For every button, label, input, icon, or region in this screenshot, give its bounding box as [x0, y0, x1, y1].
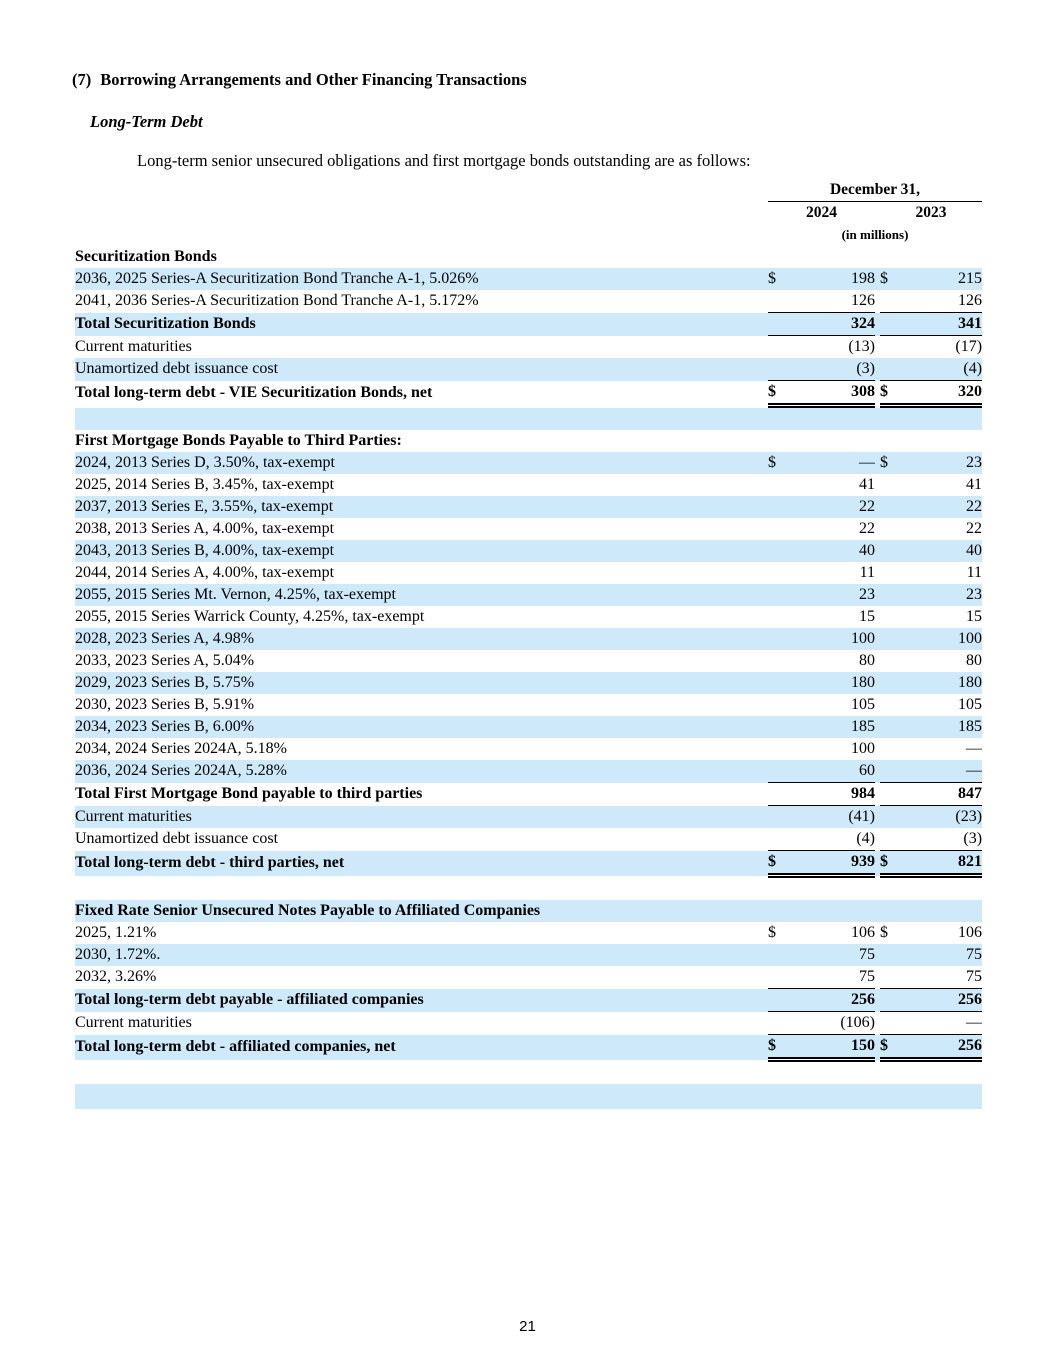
table-row [75, 672, 982, 694]
table-row [75, 783, 982, 806]
dollar-sign-2023 [880, 944, 910, 966]
spacer-row [75, 1084, 982, 1109]
dollar-sign-2023 [880, 474, 910, 496]
value-2024: 41 [859, 476, 875, 493]
value-2024: 22 [859, 520, 875, 537]
dollar-sign-2024 [768, 584, 798, 606]
value-2023: 320 [910, 381, 982, 406]
value-2024: 150 [798, 1035, 875, 1060]
dollar-sign-2023 [880, 1012, 910, 1035]
value-2024: 256 [798, 989, 875, 1012]
dollar-sign-2023 [880, 496, 910, 518]
spacer-cell [75, 876, 982, 901]
value-2024: (106) [798, 1012, 875, 1035]
dollar-sign-2024 [768, 900, 798, 922]
dollar-sign-2024 [768, 966, 798, 989]
column-header-2023: 2023 [915, 204, 947, 221]
dollar-sign-2024 [768, 290, 798, 313]
dollar-sign-2023 [880, 562, 910, 584]
value-2023: (23) [910, 806, 982, 829]
value-2024: (4) [856, 830, 875, 847]
table-row [75, 430, 982, 452]
value-2024: 984 [798, 783, 875, 806]
row-label: 2033, 2023 Series A, 5.04% [75, 652, 255, 669]
row-label: 2055, 2015 Series Warrick County, 4.25%, tax-exempt [75, 608, 425, 625]
dollar-sign-2024: $ [768, 851, 798, 876]
dollar-sign-2024 [768, 650, 798, 672]
dollar-sign-2024 [768, 783, 798, 806]
value-2024: 198 [851, 270, 875, 287]
value-2023: (17) [910, 336, 982, 359]
dollar-sign-2024 [768, 760, 798, 783]
table-row [75, 922, 982, 944]
value-2024: 939 [798, 851, 875, 876]
value-2023: 126 [958, 292, 983, 309]
dollar-sign-2024 [768, 672, 798, 694]
value-2023: 40 [966, 542, 983, 559]
dollar-sign-2023 [880, 716, 910, 738]
spacer-row [75, 406, 982, 431]
dollar-sign-2023 [880, 246, 910, 268]
value-2024: (41) [798, 806, 875, 829]
dollar-sign-2024: $ [768, 454, 776, 471]
intro-paragraph: Long-term senior unsecured obligations and first mortgage bonds outstanding are as follows: [137, 151, 751, 170]
value-2024: 75 [859, 968, 875, 985]
value-2024 [798, 900, 875, 922]
dollar-sign-2024 [768, 716, 798, 738]
dollar-sign-2023: $ [880, 924, 888, 941]
value-2024: 23 [859, 586, 875, 603]
table-row [75, 246, 982, 268]
dollar-sign-2023: $ [880, 381, 910, 406]
table-row [75, 628, 982, 650]
debt-table-body [75, 246, 982, 1109]
row-label: 2034, 2023 Series B, 6.00% [75, 718, 255, 735]
value-2024: — [859, 454, 875, 471]
row-label: 2025, 1.21% [75, 924, 157, 941]
row-label: 2029, 2023 Series B, 5.75% [75, 674, 255, 691]
row-label: Unamortized debt issuance cost [75, 360, 279, 378]
dollar-sign-2023 [880, 900, 910, 922]
value-2023: 215 [958, 270, 983, 287]
dollar-sign-2023: $ [880, 851, 910, 876]
row-label: Total long-term debt - affiliated companies, net [75, 1038, 396, 1055]
value-2023: 256 [910, 989, 982, 1012]
table-row [75, 738, 982, 760]
dollar-sign-2024 [768, 606, 798, 628]
table-row [75, 381, 982, 406]
row-label: 2028, 2023 Series A, 4.98% [75, 630, 255, 647]
value-2023: 185 [958, 718, 983, 735]
spacer-cell [75, 1060, 982, 1085]
table-row [75, 268, 982, 290]
value-2024: 11 [859, 564, 875, 581]
row-label: Total long-term debt payable - affiliated companies [75, 991, 424, 1008]
dollar-sign-2024: $ [768, 924, 776, 941]
value-2023: 11 [966, 564, 983, 581]
row-label: 2030, 2023 Series B, 5.91% [75, 696, 255, 713]
dollar-sign-2024: $ [768, 270, 776, 287]
section-heading [72, 0, 1055, 90]
row-label: Total Securitization Bonds [75, 315, 256, 332]
row-label: 2024, 2013 Series D, 3.50%, tax-exempt [75, 454, 335, 471]
row-label: Total long-term debt - VIE Securitization Bonds, net [75, 384, 433, 401]
dollar-sign-2023 [880, 738, 910, 760]
header-row-date [75, 179, 982, 202]
row-label: 2036, 2025 Series-A Securitization Bond Tranche A-1, 5.026% [75, 270, 479, 287]
table-row [75, 606, 982, 628]
dollar-sign-2024 [768, 1012, 798, 1035]
dollar-sign-2024 [768, 989, 798, 1012]
value-2023: 22 [966, 498, 983, 515]
table-row [75, 1012, 982, 1035]
row-label: 2025, 2014 Series B, 3.45%, tax-exempt [75, 476, 335, 493]
dollar-sign-2024 [768, 430, 798, 452]
dollar-sign-2023 [880, 806, 910, 829]
row-label: Fixed Rate Senior Unsecured Notes Payable to Affiliated Companies [75, 902, 541, 919]
value-2024 [798, 246, 875, 268]
table-row [75, 760, 982, 783]
dollar-sign-2023: $ [880, 454, 888, 471]
dollar-sign-2024 [768, 806, 798, 829]
dollar-sign-2024 [768, 944, 798, 966]
dollar-sign-2024 [768, 246, 798, 268]
row-label: First Mortgage Bonds Payable to Third Parties: [75, 432, 402, 449]
value-2024: 100 [851, 740, 875, 757]
value-2023: — [910, 1012, 982, 1035]
dollar-sign-2023 [880, 989, 910, 1012]
row-label: 2055, 2015 Series Mt. Vernon, 4.25%, tax-exempt [75, 586, 396, 603]
row-label: Current maturities [75, 807, 192, 825]
dollar-sign-2023 [880, 518, 910, 540]
row-label: 2037, 2013 Series E, 3.55%, tax-exempt [75, 498, 334, 515]
value-2023: 847 [910, 783, 982, 806]
row-label: 2044, 2014 Series A, 4.00%, tax-exempt [75, 564, 335, 581]
table-row [75, 806, 982, 829]
table-row [75, 900, 982, 922]
table-row [75, 1035, 982, 1060]
value-2024: 308 [798, 381, 875, 406]
dollar-sign-2024: $ [768, 381, 798, 406]
value-2024: 185 [851, 718, 875, 735]
value-2024: 80 [859, 652, 875, 669]
spacer-row [75, 876, 982, 901]
row-label: 2038, 2013 Series A, 4.00%, tax-exempt [75, 520, 335, 537]
dollar-sign-2023 [880, 358, 910, 381]
row-label: Total long-term debt - third parties, net [75, 854, 345, 871]
dollar-sign-2024 [768, 562, 798, 584]
table-row [75, 496, 982, 518]
units-label: (in millions) [841, 227, 909, 242]
value-2024: 15 [859, 608, 875, 625]
table-row [75, 358, 982, 381]
debt-table-container [75, 179, 1055, 1109]
row-label: 2034, 2024 Series 2024A, 5.18% [75, 740, 287, 757]
row-label: Current maturities [75, 337, 192, 355]
dollar-sign-2023 [880, 628, 910, 650]
value-2024: (3) [856, 360, 875, 377]
spacer-cell [75, 406, 982, 431]
subsection-title: Long-Term Debt [90, 112, 203, 131]
row-label: Unamortized debt issuance cost [75, 830, 279, 848]
dollar-sign-2023: $ [880, 270, 888, 287]
table-row [75, 650, 982, 672]
value-2024: 126 [851, 292, 875, 309]
value-2024 [798, 430, 875, 452]
table-row [75, 562, 982, 584]
header-row-units [75, 224, 982, 246]
value-2023: — [966, 762, 983, 779]
table-row [75, 313, 982, 336]
value-2024: 60 [859, 762, 875, 779]
value-2023: 23 [966, 586, 983, 603]
dollar-sign-2023 [880, 584, 910, 606]
value-2023: 23 [966, 454, 983, 471]
long-term-debt-table [75, 179, 982, 1109]
table-row [75, 694, 982, 716]
page-number: 21 [519, 1318, 536, 1335]
value-2023: 341 [910, 313, 982, 336]
dollar-sign-2023 [880, 290, 910, 313]
dollar-sign-2024 [768, 540, 798, 562]
column-header-date: December 31, [768, 179, 982, 202]
dollar-sign-2024 [768, 518, 798, 540]
value-2024: 180 [851, 674, 875, 691]
dollar-sign-2023: $ [880, 1035, 910, 1060]
dollar-sign-2024 [768, 628, 798, 650]
value-2023: (4) [963, 360, 983, 377]
table-row [75, 944, 982, 966]
spacer-cell [75, 1084, 982, 1109]
dollar-sign-2023 [880, 783, 910, 806]
row-label: 2030, 1.72%. [75, 946, 161, 963]
value-2023: 22 [966, 520, 983, 537]
value-2023: 80 [966, 652, 983, 669]
dollar-sign-2023 [880, 672, 910, 694]
value-2023: (3) [963, 830, 983, 847]
dollar-sign-2023 [880, 694, 910, 716]
row-label: 2032, 3.26% [75, 968, 157, 986]
table-row [75, 290, 982, 313]
value-2023: 256 [910, 1035, 982, 1060]
table-row [75, 584, 982, 606]
section-title: Borrowing Arrangements and Other Financing Transactions [100, 70, 527, 89]
table-row [75, 474, 982, 496]
spacer-row [75, 1060, 982, 1085]
row-label: Total First Mortgage Bond payable to third parties [75, 785, 423, 802]
value-2023: 75 [966, 968, 983, 985]
column-header-2024: 2024 [806, 204, 837, 221]
value-2024: 75 [859, 946, 875, 963]
row-label: Current maturities [75, 1014, 192, 1031]
row-label: Securitization Bonds [75, 248, 217, 265]
dollar-sign-2024 [768, 336, 798, 359]
table-row [75, 716, 982, 738]
table-row [75, 336, 982, 359]
table-row [75, 989, 982, 1012]
dollar-sign-2024: $ [768, 1035, 798, 1060]
dollar-sign-2024 [768, 358, 798, 381]
value-2023: 100 [958, 630, 983, 647]
dollar-sign-2023 [880, 966, 910, 989]
dollar-sign-2024 [768, 313, 798, 336]
value-2024: 106 [851, 924, 875, 941]
dollar-sign-2024 [768, 694, 798, 716]
dollar-sign-2023 [880, 606, 910, 628]
dollar-sign-2024 [768, 828, 798, 851]
row-label: 2043, 2013 Series B, 4.00%, tax-exempt [75, 542, 335, 559]
value-2023: 180 [958, 674, 983, 691]
table-row [75, 540, 982, 562]
value-2023: 821 [910, 851, 982, 876]
dollar-sign-2023 [880, 336, 910, 359]
value-2023: 15 [966, 608, 983, 625]
table-row [75, 828, 982, 851]
value-2024: 324 [798, 313, 875, 336]
row-label: 2036, 2024 Series 2024A, 5.28% [75, 762, 287, 780]
value-2023: 41 [966, 476, 983, 493]
value-2023 [910, 430, 982, 452]
value-2023: — [966, 740, 983, 757]
header-row-years [75, 202, 982, 225]
table-row [75, 966, 982, 989]
value-2023 [910, 900, 982, 922]
value-2024: (13) [798, 336, 875, 359]
value-2024: 40 [859, 542, 875, 559]
value-2024: 100 [851, 630, 875, 647]
value-2024: 22 [859, 498, 875, 515]
dollar-sign-2023 [880, 540, 910, 562]
dollar-sign-2023 [880, 828, 910, 851]
table-row [75, 518, 982, 540]
table-row [75, 452, 982, 474]
value-2024: 105 [851, 696, 875, 713]
row-label: 2041, 2036 Series-A Securitization Bond Tranche A-1, 5.172% [75, 292, 479, 310]
dollar-sign-2023 [880, 760, 910, 783]
dollar-sign-2024 [768, 496, 798, 518]
value-2023: 105 [958, 696, 983, 713]
value-2023 [910, 246, 982, 268]
value-2023: 106 [958, 924, 983, 941]
dollar-sign-2024 [768, 474, 798, 496]
dollar-sign-2024 [768, 738, 798, 760]
dollar-sign-2023 [880, 650, 910, 672]
value-2023: 75 [966, 946, 983, 963]
table-row [75, 851, 982, 876]
dollar-sign-2023 [880, 313, 910, 336]
dollar-sign-2023 [880, 430, 910, 452]
section-number: (7) [72, 70, 92, 89]
